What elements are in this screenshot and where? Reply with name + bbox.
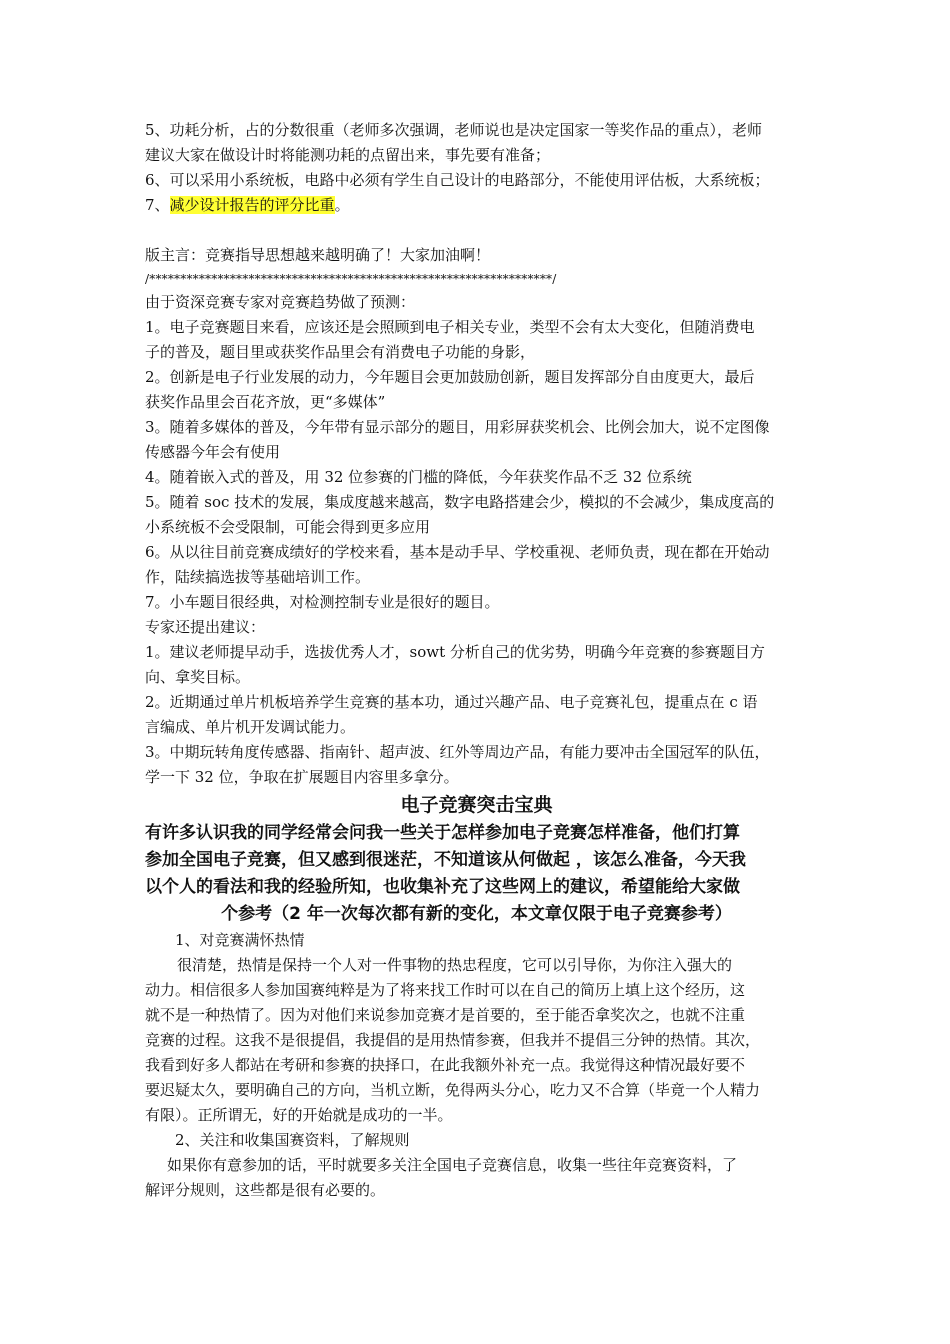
section-1-body: [145, 953, 808, 1128]
advice-line: 言编成、单片机开发调试能力。: [145, 718, 356, 736]
moderator-note: 版主言：竞赛指导思想越来越明确了！大家加油啊！: [145, 246, 491, 264]
lead-line: 有许多认识我的同学经常会问我一些关于怎样参加电子竞赛怎样准备，他们打算: [145, 823, 740, 843]
body-line: 就不是一种热情了。因为对他们来说参加竞赛才是首要的，至于能否拿奖次之，也就不注重: [145, 1006, 746, 1024]
top-line: 建议大家在做设计时将能测功耗的点留出来，事先要有准备；: [145, 146, 551, 164]
body-line: 动力。相信很多人参加国赛纯粹是为了将来找工作时可以在自己的简历上填上这个经历，这: [145, 981, 746, 999]
item-7-prefix: 7、: [145, 196, 170, 214]
prediction-intro: 由于资深竞赛专家对竞赛趋势做了预测：: [145, 293, 416, 311]
lead-paragraph: [145, 820, 808, 928]
advice-line: 学一下 32 位，争取在扩展题目内容里多拿分。: [145, 768, 459, 786]
prediction-line: 2。创新是电子行业发展的动力，今年题目会更加鼓励创新，题目发挥部分自由度更大，最后: [145, 368, 755, 386]
prediction-line: 1。电子竞赛题目来看，应该还是会照顾到电子相关专业，类型不会有太大变化，但随消费电: [145, 318, 755, 336]
article-title: 电子竞赛突击宝典: [400, 794, 553, 816]
prediction-line: 4。随着嵌入式的普及，用 32 位参赛的门槛的降低，今年获奖作品不乏 32 位系统: [145, 468, 692, 486]
body-line: 很清楚，热情是保持一个人对一件事物的热忠程度，它可以引导你，为你注入强大的: [177, 956, 733, 974]
body-line: 解评分规则，这些都是很有必要的。: [145, 1181, 386, 1199]
section-2-heading: 2、关注和收集国赛资料，了解规则: [175, 1131, 410, 1149]
prediction-line: 作，陆续搞选拔等基础培训工作。: [145, 568, 371, 586]
advice-line: 3。中期玩转角度传感器、指南针、超声波、红外等周边产品，有能力要冲击全国冠军的队伍，: [145, 743, 770, 761]
lead-line: 参加全国电子竞赛，但又感到很迷茫，不知道该从何做起 ，该怎么准备，今天我: [145, 850, 746, 870]
advice-intro: 专家还提出建议：: [145, 618, 266, 636]
prediction-line: 5。随着 soc 技术的发展，集成度越来越高，数字电路搭建会少，模拟的不会减少，集成度高的: [145, 493, 775, 511]
prediction-line: 子的普及，题目里或获奖作品里会有消费电子功能的身影，: [145, 343, 536, 361]
advice-line: 2。近期通过单片机板培养学生竞赛的基本功，通过兴趣产品、电子竞赛礼包，提重点在 c 语: [145, 693, 758, 711]
section-1-heading: 1、对竞赛满怀热情: [175, 931, 305, 949]
prediction-line: 3。随着多媒体的普及，今年带有显示部分的题目，用彩屏获奖机会、比例会加大，说不定图像: [145, 418, 770, 436]
body-line: 要迟疑太久，要明确自己的方向，当机立断，免得两头分心，吃力又不合算（毕竟一个人精力: [145, 1081, 761, 1099]
blank-line: [145, 218, 808, 243]
item-7-suffix: 。: [334, 196, 350, 214]
prediction-line: 7。小车题目很经典，对检测控制专业是很好的题目。: [145, 593, 500, 611]
prediction-line: 传感器今年会有使用: [145, 443, 281, 461]
body-line: 我看到好多人都站在考研和参赛的抉择口，在此我额外补充一点。我觉得这种情况最好要不: [145, 1056, 746, 1074]
prediction-line: 获奖作品里会百花齐放，更“多媒体”: [145, 393, 386, 411]
advice-line: 1。建议老师提早动手，选拔优秀人才，sowt 分析自己的优劣势，明确今年竞赛的参赛题目方: [145, 643, 765, 661]
body-line: 竞赛的过程。这我不是很提倡，我提倡的是用热情参赛，但我并不提倡三分钟的热情。其次，: [145, 1031, 761, 1049]
advice-list: [145, 640, 808, 790]
highlighted-text: 减少设计报告的评分比重: [169, 196, 335, 214]
body-line: 如果你有意参加的话，平时就要多关注全国电子竞赛信息，收集一些往年竞赛资料，了: [167, 1156, 738, 1174]
lead-line: 以个人的看法和我的经验所知，也收集补充了这些网上的建议，希望能给大家做: [145, 877, 740, 897]
body-line: 有限）。正所谓无，好的开始就是成功的一半。: [145, 1106, 453, 1124]
advice-line: 向、拿奖目标。: [145, 668, 251, 686]
lead-line: 个参考（2 年一次每次都有新的变化，本文章仅限于电子竞赛参考）: [221, 904, 732, 924]
top-line: 6、可以采用小系统板，电路中必须有学生自己设计的电路部分，不能使用评估板，大系统板；: [145, 171, 770, 189]
prediction-line: 小系统板不会受限制，可能会得到更多应用: [145, 518, 431, 536]
prediction-line: 6。从以往目前竞赛成绩好的学校来看，基本是动手早、学校重视、老师负责，现在都在开始动: [145, 543, 770, 561]
item-7: [145, 193, 808, 218]
section-2-body: [145, 1153, 808, 1203]
document-page: [145, 118, 808, 1203]
prediction-list: [145, 315, 808, 615]
separator-line: /*****************************************************************/: [145, 272, 557, 286]
top-line: 5、功耗分析，占的分数很重（老师多次强调，老师说也是决定国家一等奖作品的重点），老师: [145, 121, 763, 139]
